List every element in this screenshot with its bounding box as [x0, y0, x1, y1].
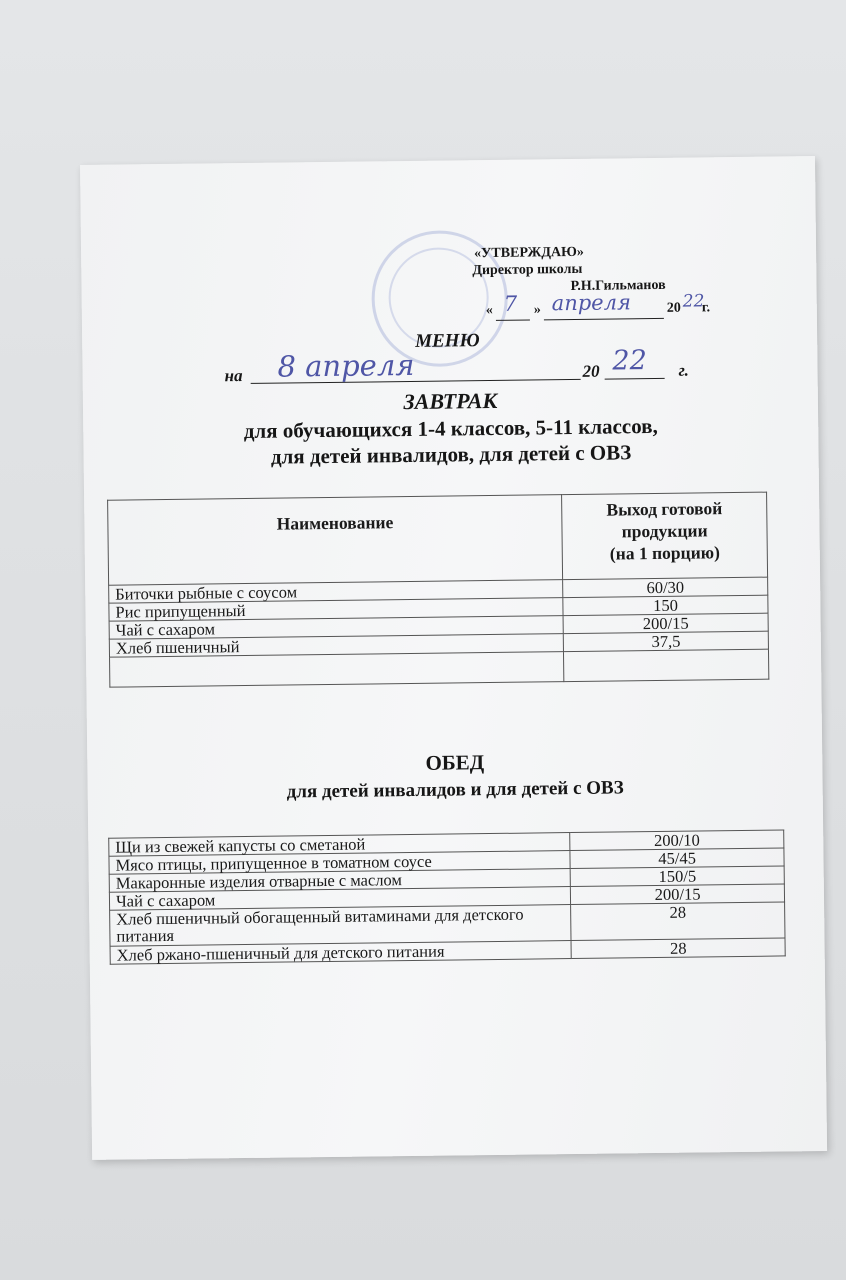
item-yield: 28	[571, 938, 785, 959]
menu-na: на	[224, 366, 243, 386]
item-name: Хлеб пшеничный	[109, 634, 563, 658]
lunch-title: ОБЕД	[425, 750, 485, 775]
item-name: Биточки рыбные с соусом	[109, 580, 563, 604]
approval-year-hand: 22	[682, 291, 705, 312]
approval-name: Р.Н.Гильманов	[570, 277, 666, 295]
item-name: Хлеб ржано-пшеничный для детского питания	[110, 941, 571, 965]
menu-title: МЕНЮ	[415, 330, 480, 352]
item-name: Рис припущенный	[109, 598, 563, 622]
approval-date-day: 7	[503, 291, 518, 316]
document-sheet	[80, 156, 827, 1160]
item-yield: 200/10	[570, 830, 784, 851]
item-yield	[564, 649, 769, 681]
item-name: Чай с сахаром	[109, 887, 570, 911]
approval-title: «УТВЕРЖДАЮ»	[474, 244, 584, 262]
lunch-table	[108, 829, 786, 964]
approval-date-open: «	[485, 302, 493, 319]
menu-year-hand: 22	[612, 345, 647, 377]
approval-position: Директор школы	[472, 261, 583, 279]
item-name: Мясо птицы, припущенное в томатном соусе	[109, 851, 570, 875]
item-yield: 28	[571, 902, 785, 941]
approval-date-month: апреля	[551, 290, 632, 316]
item-yield: 200/15	[563, 613, 768, 634]
item-yield: 45/45	[570, 848, 784, 869]
breakfast-subtitle-line1: для обучающихся 1-4 классов, 5-11 классов,	[243, 413, 658, 444]
header-yield-line1: Выход готовой	[606, 498, 723, 520]
item-yield: 60/30	[563, 577, 768, 598]
header-name: Наименование	[108, 495, 563, 586]
item-yield: 150/5	[570, 866, 784, 887]
approval-date-close: »	[533, 302, 541, 318]
menu-year-suffix: г.	[678, 360, 689, 380]
item-yield: 200/15	[571, 884, 785, 905]
item-name: Макаронные изделия отварные с маслом	[109, 869, 570, 893]
breakfast-subtitle-line2: для детей инвалидов, для детей с ОВЗ	[270, 440, 632, 469]
approval-year-prefix: 20	[666, 300, 681, 316]
approval-date-suffix: г.	[701, 300, 711, 316]
breakfast-table	[107, 492, 769, 688]
header-yield-line2: продукции	[621, 520, 708, 542]
item-name	[110, 652, 565, 688]
item-yield: 37,5	[563, 631, 768, 652]
header-yield-line3: (на 1 порцию)	[609, 542, 721, 564]
breakfast-header-row	[108, 492, 768, 585]
breakfast-title: ЗАВТРАК	[403, 387, 498, 415]
item-name: Хлеб пшеничный обогащенный витаминами для детского питания	[110, 905, 572, 947]
item-name: Чай с сахаром	[109, 616, 563, 640]
lunch-subtitle: для детей инвалидов и для детей с ОВЗ	[286, 777, 624, 803]
header-yield	[562, 492, 768, 579]
item-name: Щи из свежей капусты со сметаной	[109, 833, 570, 857]
item-yield: 150	[563, 595, 768, 616]
menu-date-hand: 8 апреля	[277, 347, 415, 384]
menu-year-prefix: 20	[582, 361, 600, 381]
